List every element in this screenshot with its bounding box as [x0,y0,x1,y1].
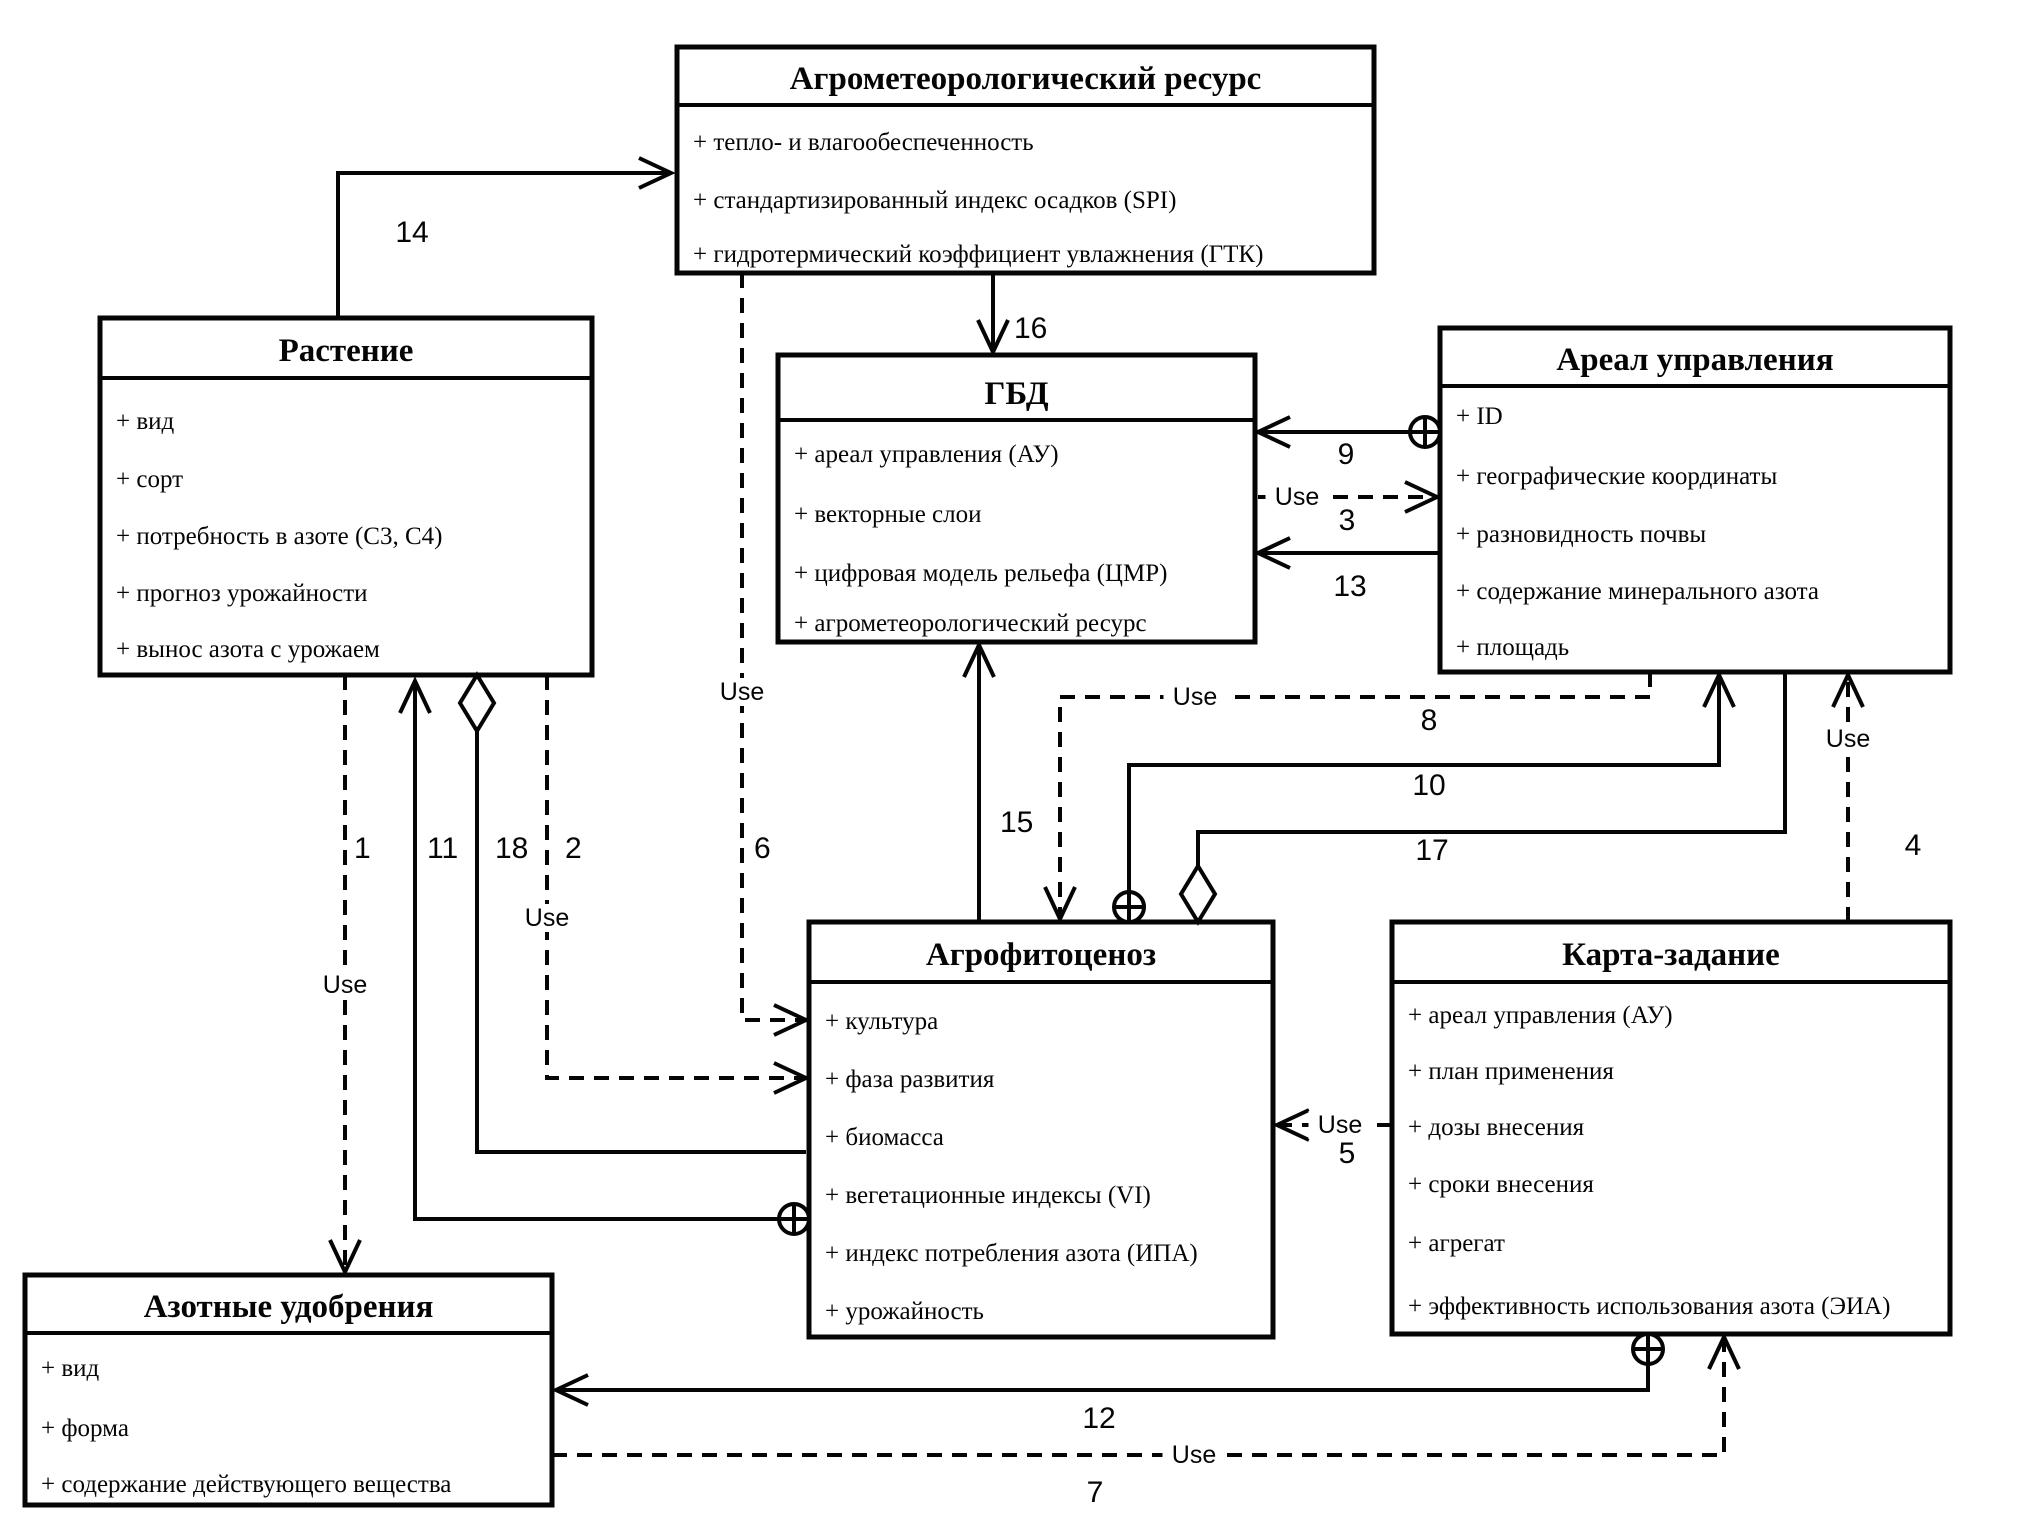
relationship-number-label: 12 [1082,1402,1116,1435]
connection-3 [1258,482,1437,537]
connection-16 [978,273,1047,352]
box-attribute: + содержание минерального азота [1456,578,1819,605]
connection-line-12 [556,1334,1648,1390]
relationship-number-label: 6 [754,832,771,865]
box-attribute: + стандартизированный индекс осадков (SPI) [693,187,1177,214]
box-title: Агрофитоценоз [925,937,1157,973]
box-attribute: + биомасса [825,1124,944,1151]
box-attribute: + векторные слои [794,501,982,528]
box-title: ГБД [984,376,1049,412]
box-attribute: + вынос азота с урожаем [116,636,380,663]
connection-line-14 [338,173,671,318]
box-title: Растение [278,333,414,369]
box-attribute: + гидротермический коэффициент увлажнения (ГТК) [693,241,1264,268]
box-attribute: + урожайность [825,1298,984,1325]
use-label: Use [719,678,765,706]
connection-4 [1817,675,1922,922]
connection-2 [516,675,807,1093]
box-attribute: + содержание действующего вещества [41,1471,452,1498]
relationship-number-label: 10 [1412,769,1446,802]
use-label: Use [524,904,570,932]
connection-line-8 [1060,672,1650,919]
relationship-number-label: 13 [1333,570,1367,603]
class-box-plant [100,318,592,675]
relationship-number-label: 17 [1415,834,1449,867]
box-attribute: + агрегат [1408,1230,1505,1257]
box-attribute: + вид [116,408,175,435]
box-attribute: + форма [41,1415,129,1442]
connection-line-17 [1198,672,1785,922]
box-attribute: + эффективность использования азота (ЭИА) [1408,1293,1891,1320]
use-label: Use [1317,1111,1363,1139]
class-box-task-map [1392,922,1950,1334]
connection-18 [460,675,806,1152]
box-attribute: + цифровая модель рельефа (ЦМР) [794,560,1168,587]
box-title: Карта-задание [1562,937,1780,973]
class-box-nitrogen-fertilizers [25,1275,552,1505]
box-attribute: + агрометеорологический ресурс [794,610,1147,637]
connection-line-2 [547,675,806,1078]
box-attribute: + сорт [116,466,184,493]
relationship-number-label: 9 [1337,438,1355,471]
box-title: Агрометеорологический ресурс [789,61,1262,97]
box-attribute: + фаза развития [825,1066,995,1093]
box-attribute: + вид [41,1355,100,1382]
connection-9 [1258,417,1440,471]
connection-13 [1258,538,1440,603]
use-label: Use [1274,483,1320,511]
box-attribute: + культура [825,1008,939,1035]
connection-7 [552,1337,1739,1509]
class-box-agrometeo-resource [677,47,1374,273]
relationship-number-label: 8 [1420,704,1438,737]
diamond-icon [1181,866,1215,922]
box-attribute: + план применения [1408,1058,1614,1085]
connection-line-7 [552,1337,1724,1455]
relationship-number-label: 3 [1338,504,1356,537]
box-attribute: + индекс потребления азота (ИПА) [825,1240,1198,1267]
box-attribute: + разновидность почвы [1456,521,1707,548]
use-label: Use [1171,1441,1217,1469]
relationship-number-label: 14 [395,216,429,249]
box-attribute: + ареал управления (АУ) [794,441,1059,468]
connection-line-11 [415,681,809,1219]
use-label: Use [322,971,368,999]
box-attribute: + ID [1456,403,1503,430]
box-attribute: + потребность в азоте (C3, C4) [116,523,443,550]
connection-1 [314,675,377,1272]
class-box-agrophytocenosis [809,922,1273,1337]
diamond-icon [460,675,494,731]
connection-12 [556,1334,1663,1435]
relationship-number-label: 1 [354,832,371,865]
box-attribute: + тепло- и влагообеспеченность [693,129,1034,156]
connection-14 [338,158,671,318]
class-box-management-areal [1440,328,1950,672]
relationship-number-label: 16 [1014,312,1048,345]
box-attribute: + сроки внесения [1408,1171,1594,1198]
connection-8 [1045,672,1650,919]
use-label: Use [1172,683,1218,711]
use-label: Use [1825,725,1871,753]
box-attribute: + прогноз урожайности [116,580,368,607]
connection-17 [1181,672,1785,922]
connection-15 [964,645,1033,922]
relationship-number-label: 5 [1338,1137,1356,1170]
box-attribute: + вегетационные индексы (VI) [825,1182,1151,1209]
relationship-number-label: 2 [565,832,582,865]
relationship-number-label: 15 [1000,806,1034,839]
box-attribute: + ареал управления (АУ) [1408,1002,1673,1029]
box-attribute: + дозы внесения [1408,1114,1585,1141]
class-box-gbd [778,355,1255,642]
connection-5 [1277,1110,1392,1170]
class-box-frame [100,318,592,675]
relationship-number-label: 18 [495,832,529,865]
box-title: Ареал управления [1556,342,1834,378]
relationship-number-label: 11 [427,832,459,865]
box-attribute: + географические координаты [1456,463,1778,490]
box-title: Азотные удобрения [143,1289,434,1325]
relationship-number-label: 7 [1086,1476,1104,1509]
class-box-frame [1440,328,1950,672]
box-attribute: + площадь [1456,634,1570,661]
relationship-number-label: 4 [1904,829,1922,862]
